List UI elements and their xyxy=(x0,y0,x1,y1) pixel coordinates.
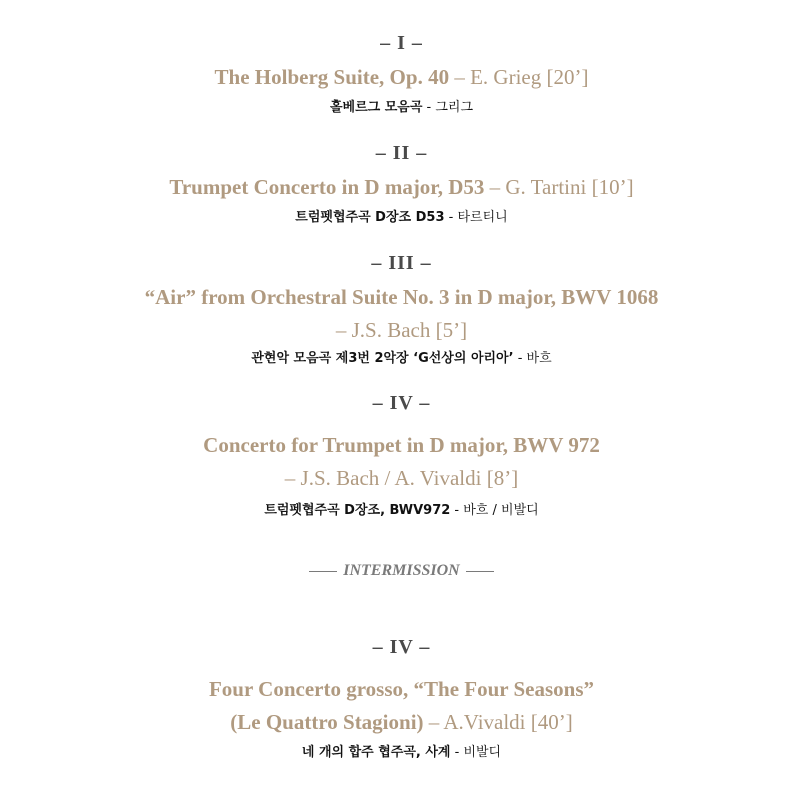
divider-line xyxy=(309,571,337,572)
movement-2 xyxy=(0,142,803,228)
korean-subtitle xyxy=(0,501,803,521)
movement-title-line2 xyxy=(0,706,803,739)
composer: – G. Tartini [10’] xyxy=(484,175,634,199)
movement-numeral: – II – xyxy=(375,142,428,164)
composer: – A.Vivaldi [40’] xyxy=(423,710,573,734)
composer: – E. Grieg [20’] xyxy=(449,65,589,89)
korean-subtitle xyxy=(0,743,803,763)
intermission-label: INTERMISSION xyxy=(343,562,460,579)
work-subtitle: (Le Quattro Stagioni) xyxy=(230,710,424,734)
korean-composer: - 타르티니 xyxy=(444,210,508,225)
movement-title xyxy=(0,281,803,314)
korean-subtitle xyxy=(0,98,803,118)
work-title: Concerto for Trumpet in D major, BWV 972 xyxy=(203,433,600,457)
korean-composer: - 비발디 xyxy=(450,745,502,760)
movement-numeral: – IV – xyxy=(372,392,431,414)
movement-1 xyxy=(0,32,803,118)
work-title: Four Concerto grosso, “The Four Seasons” xyxy=(208,677,594,701)
korean-subtitle xyxy=(0,349,803,369)
movement-3 xyxy=(0,252,803,369)
movement-numeral: – IV – xyxy=(372,636,431,658)
korean-title: 네 개의 합주 협주곡, 사계 xyxy=(301,745,451,760)
work-title: “Air” from Orchestral Suite No. 3 in D major, BWV 1068 xyxy=(144,285,659,309)
movement-numeral: – I – xyxy=(380,32,423,54)
korean-subtitle xyxy=(0,208,803,228)
korean-title: 트럼펫협주곡 D장조 D53 xyxy=(295,210,445,225)
movement-title xyxy=(0,673,803,706)
movement-title xyxy=(0,61,803,94)
korean-composer: - 그리그 xyxy=(422,100,474,115)
movement-title xyxy=(0,429,803,462)
korean-title: 트럼펫협주곡 D장조, BWV972 xyxy=(264,503,451,518)
divider-line xyxy=(466,571,494,572)
korean-composer: - 바흐 xyxy=(513,351,552,366)
korean-composer: - 바흐 / 비발디 xyxy=(450,503,539,518)
intermission xyxy=(0,562,803,580)
composer: – J.S. Bach / A. Vivaldi [8’] xyxy=(284,466,519,490)
movement-5 xyxy=(0,636,803,763)
korean-title: 홀베르그 모음곡 xyxy=(329,100,423,115)
movement-composer-line xyxy=(0,462,803,495)
korean-title: 관현악 모음곡 제3번 2악장 ‘G선상의 아리아’ xyxy=(251,351,514,366)
movement-4 xyxy=(0,392,803,521)
movement-numeral: – III – xyxy=(371,252,432,274)
work-title: Trumpet Concerto in D major, D53 xyxy=(169,175,485,199)
movement-title xyxy=(0,171,803,204)
work-title: The Holberg Suite, Op. 40 xyxy=(214,65,450,89)
movement-composer-line xyxy=(0,314,803,347)
composer: – J.S. Bach [5’] xyxy=(335,318,468,342)
